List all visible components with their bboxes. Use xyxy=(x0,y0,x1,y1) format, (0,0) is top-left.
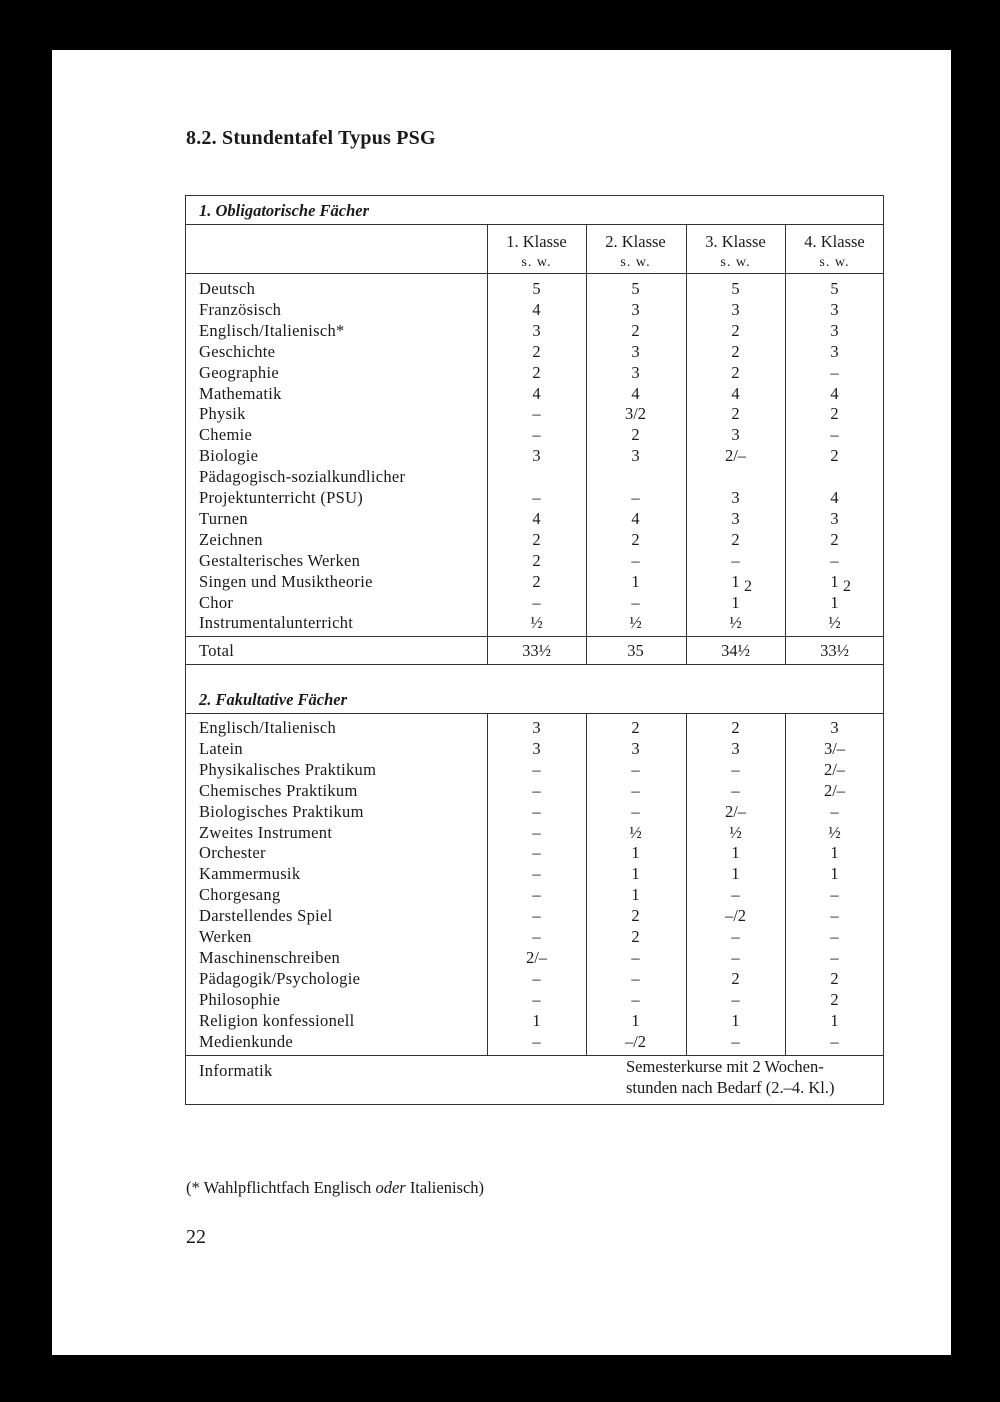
cell-value: 2 xyxy=(731,968,740,988)
column-header-3 xyxy=(686,231,785,273)
cell-value: 1 xyxy=(631,571,640,591)
cell-value: 1 xyxy=(731,592,740,612)
cell-value: 2 xyxy=(532,341,541,361)
cell-value: – xyxy=(631,759,640,779)
cell-value: 3 xyxy=(731,425,740,445)
cell-value: 2 xyxy=(631,718,640,737)
table-row xyxy=(186,842,883,863)
subject-label: Chor xyxy=(199,592,234,612)
table-row xyxy=(186,529,883,550)
table-row xyxy=(186,759,883,780)
table-row xyxy=(186,801,883,822)
cell-value: ½ xyxy=(629,822,642,842)
subject-label: Physik xyxy=(199,404,246,424)
cell-value: – xyxy=(731,550,740,570)
cell-value: 3 xyxy=(631,341,640,361)
subject-label: Medienkunde xyxy=(199,1031,294,1051)
cell-value: 4 xyxy=(830,383,839,403)
cell-value: ½ xyxy=(629,613,642,633)
subject-label: Instrumentalunterricht xyxy=(199,613,354,633)
cell-value: 2 xyxy=(731,529,740,549)
cell-value: – xyxy=(830,885,839,905)
cell-value: – xyxy=(532,968,541,988)
cell-value: – xyxy=(631,780,640,800)
cell-value: 1 xyxy=(830,864,839,884)
table-row xyxy=(186,383,883,404)
subject-label: Chemisches Praktikum xyxy=(199,780,358,800)
cell-value: 1 xyxy=(830,843,839,863)
cell-value: 2 xyxy=(731,320,740,340)
cell-value: 3 xyxy=(830,718,839,737)
cell-value: – xyxy=(731,927,740,946)
cell-value: 4 xyxy=(830,488,839,507)
table-row xyxy=(186,550,883,571)
cell-value: – xyxy=(631,488,640,507)
cell-value: ½ xyxy=(828,822,841,842)
table-row xyxy=(186,947,883,968)
cell-value: 2 xyxy=(731,404,740,424)
table-row xyxy=(186,968,883,989)
cell-value: 3 xyxy=(731,738,740,758)
cell-value: – xyxy=(731,1031,740,1051)
cell-value: 2/– xyxy=(823,759,846,779)
cell-value: – xyxy=(830,1031,839,1051)
rule xyxy=(186,636,883,637)
table-row xyxy=(186,780,883,801)
cell-value: – xyxy=(830,801,839,821)
cell-value: 4 xyxy=(532,383,541,403)
subject-label: Chemie xyxy=(199,425,253,445)
cell-value: – xyxy=(731,885,740,905)
subject-label: Geographie xyxy=(199,362,279,382)
cell-value: 4 xyxy=(532,299,541,319)
bracket-superscript: 2 xyxy=(744,578,752,595)
subject-label: Englisch/Italienisch xyxy=(199,718,337,737)
cell-value: – xyxy=(631,947,640,967)
column-sub: s. w. xyxy=(620,255,651,270)
cell-value: 3 xyxy=(830,299,839,319)
table-row xyxy=(186,884,883,905)
cell-value: 3 xyxy=(731,488,740,507)
cell-value: 2 xyxy=(731,362,740,382)
cell-value: 1 xyxy=(830,571,839,591)
column-header-2 xyxy=(586,231,685,273)
cell-value: 3 xyxy=(532,446,541,466)
cell-value: 2 xyxy=(532,550,541,570)
table-row xyxy=(186,1031,883,1052)
table-row xyxy=(186,362,883,383)
cell-value: – xyxy=(631,968,640,988)
rule xyxy=(186,273,883,274)
cell-value: 2/– xyxy=(724,801,747,821)
table-row xyxy=(186,320,883,341)
cell-value: – xyxy=(830,927,839,946)
cell-value: – xyxy=(830,550,839,570)
cell-value: – xyxy=(631,550,640,570)
cell-value: 3/2 xyxy=(624,404,647,424)
total-value: 35 xyxy=(627,641,644,660)
cell-value: 5 xyxy=(532,279,541,298)
total-value: 33½ xyxy=(522,641,551,660)
column-label: 2. Klasse xyxy=(605,232,666,251)
cell-value: 3 xyxy=(532,320,541,340)
cell-value: 3 xyxy=(830,320,839,340)
table-row xyxy=(186,487,883,508)
cell-value: 2 xyxy=(532,571,541,591)
rule xyxy=(186,713,883,714)
subject-label: Darstellendes Spiel xyxy=(199,906,333,926)
cell-value: 2 xyxy=(731,718,740,737)
table-row xyxy=(186,341,883,362)
cell-value: 3 xyxy=(731,299,740,319)
subject-label: Religion konfessionell xyxy=(199,1010,355,1030)
subject-label: Kammermusik xyxy=(199,864,301,884)
column-header-1 xyxy=(487,231,586,273)
cell-value: – xyxy=(532,989,541,1009)
page-heading: 8.2. Stundentafel Typus PSG xyxy=(186,127,436,149)
cell-value: – xyxy=(731,780,740,800)
cell-value: – xyxy=(532,822,541,842)
table-row xyxy=(186,717,883,738)
cell-value: 1 xyxy=(731,864,740,884)
cell-value: – xyxy=(532,425,541,445)
column-label: 3. Klasse xyxy=(705,232,766,251)
column-label: 1. Klasse xyxy=(506,232,567,251)
total-value: 33½ xyxy=(820,641,849,660)
cell-value: – xyxy=(532,864,541,884)
section-title-obligatory: 1. Obligatorische Fächer xyxy=(199,201,370,220)
subject-label: Biologisches Praktikum xyxy=(199,801,364,821)
bracket-superscript: 2 xyxy=(843,578,851,595)
cell-value: 4 xyxy=(731,383,740,403)
note-line: stunden nach Bedarf (2.–4. Kl.) xyxy=(626,1078,835,1097)
subject-label: Turnen xyxy=(199,508,248,528)
table-row xyxy=(186,278,883,299)
cell-value: 2 xyxy=(532,362,541,382)
subject-label: Zeichnen xyxy=(199,529,263,549)
table-row xyxy=(186,612,883,633)
cell-value: –/2 xyxy=(724,906,747,926)
cell-value: 2/– xyxy=(724,446,747,466)
cell-value: 1 xyxy=(731,843,740,863)
table-row xyxy=(186,424,883,445)
cell-value: 3/– xyxy=(823,738,846,758)
subject-label: Gestalterisches Werken xyxy=(199,550,361,570)
table-row xyxy=(186,989,883,1010)
cell-value: – xyxy=(731,759,740,779)
cell-value: – xyxy=(731,989,740,1009)
rule xyxy=(186,664,883,665)
document-page xyxy=(52,50,951,1355)
cell-value: 3 xyxy=(631,299,640,319)
subject-label: Orchester xyxy=(199,843,266,863)
cell-value: 3 xyxy=(532,718,541,737)
cell-value: – xyxy=(830,425,839,445)
cell-value: 2 xyxy=(731,341,740,361)
cell-value: – xyxy=(631,801,640,821)
cell-value: – xyxy=(532,759,541,779)
cell-value: 5 xyxy=(731,279,740,298)
table-row xyxy=(186,445,883,466)
column-sub: s. w. xyxy=(720,255,751,270)
cell-value: – xyxy=(532,592,541,612)
footnote-emphasis: oder xyxy=(375,1178,406,1197)
cell-value: 3 xyxy=(532,738,541,758)
cell-value: – xyxy=(631,989,640,1009)
cell-value: 1 xyxy=(731,1010,740,1030)
total-label: Total xyxy=(199,641,235,660)
cell-value: – xyxy=(532,404,541,424)
section-title-optional: 2. Fakultative Fächer xyxy=(199,690,348,709)
footnote-prefix: (* Wahlpflichtfach Englisch xyxy=(186,1178,376,1197)
column-sub: s. w. xyxy=(819,255,850,270)
cell-value: – xyxy=(631,592,640,612)
cell-value: 3 xyxy=(631,446,640,466)
total-row xyxy=(186,640,883,661)
cell-value: ½ xyxy=(729,613,742,633)
cell-value: 4 xyxy=(532,508,541,528)
subject-label: Pädagogisch-sozialkundlicher xyxy=(199,467,406,487)
subject-label: Informatik xyxy=(199,1061,273,1080)
column-sub: s. w. xyxy=(521,255,552,270)
subject-label: Mathematik xyxy=(199,383,282,403)
cell-value: 2 xyxy=(631,425,640,445)
table-row xyxy=(186,905,883,926)
subject-label: Maschinenschreiben xyxy=(199,947,341,967)
subject-label: Physikalisches Praktikum xyxy=(199,759,377,779)
page-number: 22 xyxy=(186,1226,206,1248)
note-line: Semesterkurse mit 2 Wochen- xyxy=(626,1057,824,1076)
subject-label: Singen und Musiktheorie xyxy=(199,571,373,591)
table-row xyxy=(186,738,883,759)
cell-value: 3 xyxy=(830,341,839,361)
cell-value: 1 xyxy=(830,1010,839,1030)
cell-value: 2 xyxy=(830,446,839,466)
table-row xyxy=(186,1010,883,1031)
table-row xyxy=(186,863,883,884)
cell-value: 2/– xyxy=(823,780,846,800)
cell-value: 1 xyxy=(631,843,640,863)
cell-value: 4 xyxy=(631,383,640,403)
schedule-table xyxy=(185,195,884,1105)
cell-value: 2 xyxy=(631,529,640,549)
informatik-note xyxy=(626,1056,834,1098)
subject-label: Englisch/Italienisch* xyxy=(199,320,345,340)
subject-label: Chorgesang xyxy=(199,885,281,905)
cell-value: 2 xyxy=(830,968,839,988)
cell-value: – xyxy=(830,362,839,382)
column-header-4 xyxy=(785,231,884,273)
cell-value: 1 xyxy=(631,885,640,905)
subject-label: Zweites Instrument xyxy=(199,822,333,842)
subject-label: Projektunterricht (PSU) xyxy=(199,488,364,507)
cell-value: 2 xyxy=(532,529,541,549)
subject-label: Geschichte xyxy=(199,341,276,361)
cell-value: ½ xyxy=(729,822,742,842)
cell-value: – xyxy=(532,488,541,507)
table-row xyxy=(186,299,883,320)
subject-label: Werken xyxy=(199,927,252,946)
footnote-suffix: Italienisch) xyxy=(405,1178,485,1197)
cell-value: – xyxy=(532,927,541,946)
cell-value: 3 xyxy=(631,362,640,382)
cell-value: – xyxy=(532,885,541,905)
table-row xyxy=(186,403,883,424)
cell-value: 3 xyxy=(830,508,839,528)
cell-value: – xyxy=(532,843,541,863)
cell-value: 3 xyxy=(731,508,740,528)
table-row xyxy=(186,592,883,613)
subject-label: Latein xyxy=(199,738,243,758)
table-row xyxy=(186,508,883,529)
cell-value: – xyxy=(731,947,740,967)
cell-value: – xyxy=(532,780,541,800)
cell-value: –/2 xyxy=(624,1031,647,1051)
cell-value: 2 xyxy=(631,320,640,340)
cell-value: 5 xyxy=(631,279,640,298)
total-value: 34½ xyxy=(721,641,750,660)
cell-value: 3 xyxy=(631,738,640,758)
cell-value: 4 xyxy=(631,508,640,528)
cell-value: 2 xyxy=(631,906,640,926)
cell-value: 5 xyxy=(830,279,839,298)
table-row xyxy=(186,926,883,947)
cell-value: 2 xyxy=(830,989,839,1009)
subject-label: Deutsch xyxy=(199,279,256,298)
cell-value: 1 xyxy=(532,1010,541,1030)
table-row xyxy=(186,466,883,487)
subject-label: Französisch xyxy=(199,299,282,319)
subject-label: Philosophie xyxy=(199,989,281,1009)
cell-value: ½ xyxy=(828,613,841,633)
rule xyxy=(186,224,883,225)
cell-value: 2 xyxy=(830,529,839,549)
subject-label: Biologie xyxy=(199,446,259,466)
cell-value: 1 xyxy=(631,1010,640,1030)
cell-value: – xyxy=(532,801,541,821)
cell-value: 2 xyxy=(830,404,839,424)
cell-value: 1 xyxy=(731,571,740,591)
cell-value: – xyxy=(830,906,839,926)
cell-value: – xyxy=(532,906,541,926)
table-row xyxy=(186,571,883,592)
cell-value: ½ xyxy=(530,613,543,633)
footnote xyxy=(186,1178,484,1198)
cell-value: 1 xyxy=(631,864,640,884)
cell-value: – xyxy=(532,1031,541,1051)
table-row xyxy=(186,822,883,843)
cell-value: 1 xyxy=(830,592,839,612)
subject-label: Pädagogik/Psychologie xyxy=(199,968,361,988)
column-label: 4. Klasse xyxy=(804,232,865,251)
cell-value: 2 xyxy=(631,927,640,946)
cell-value: – xyxy=(830,947,839,967)
cell-value: 2/– xyxy=(525,947,548,967)
